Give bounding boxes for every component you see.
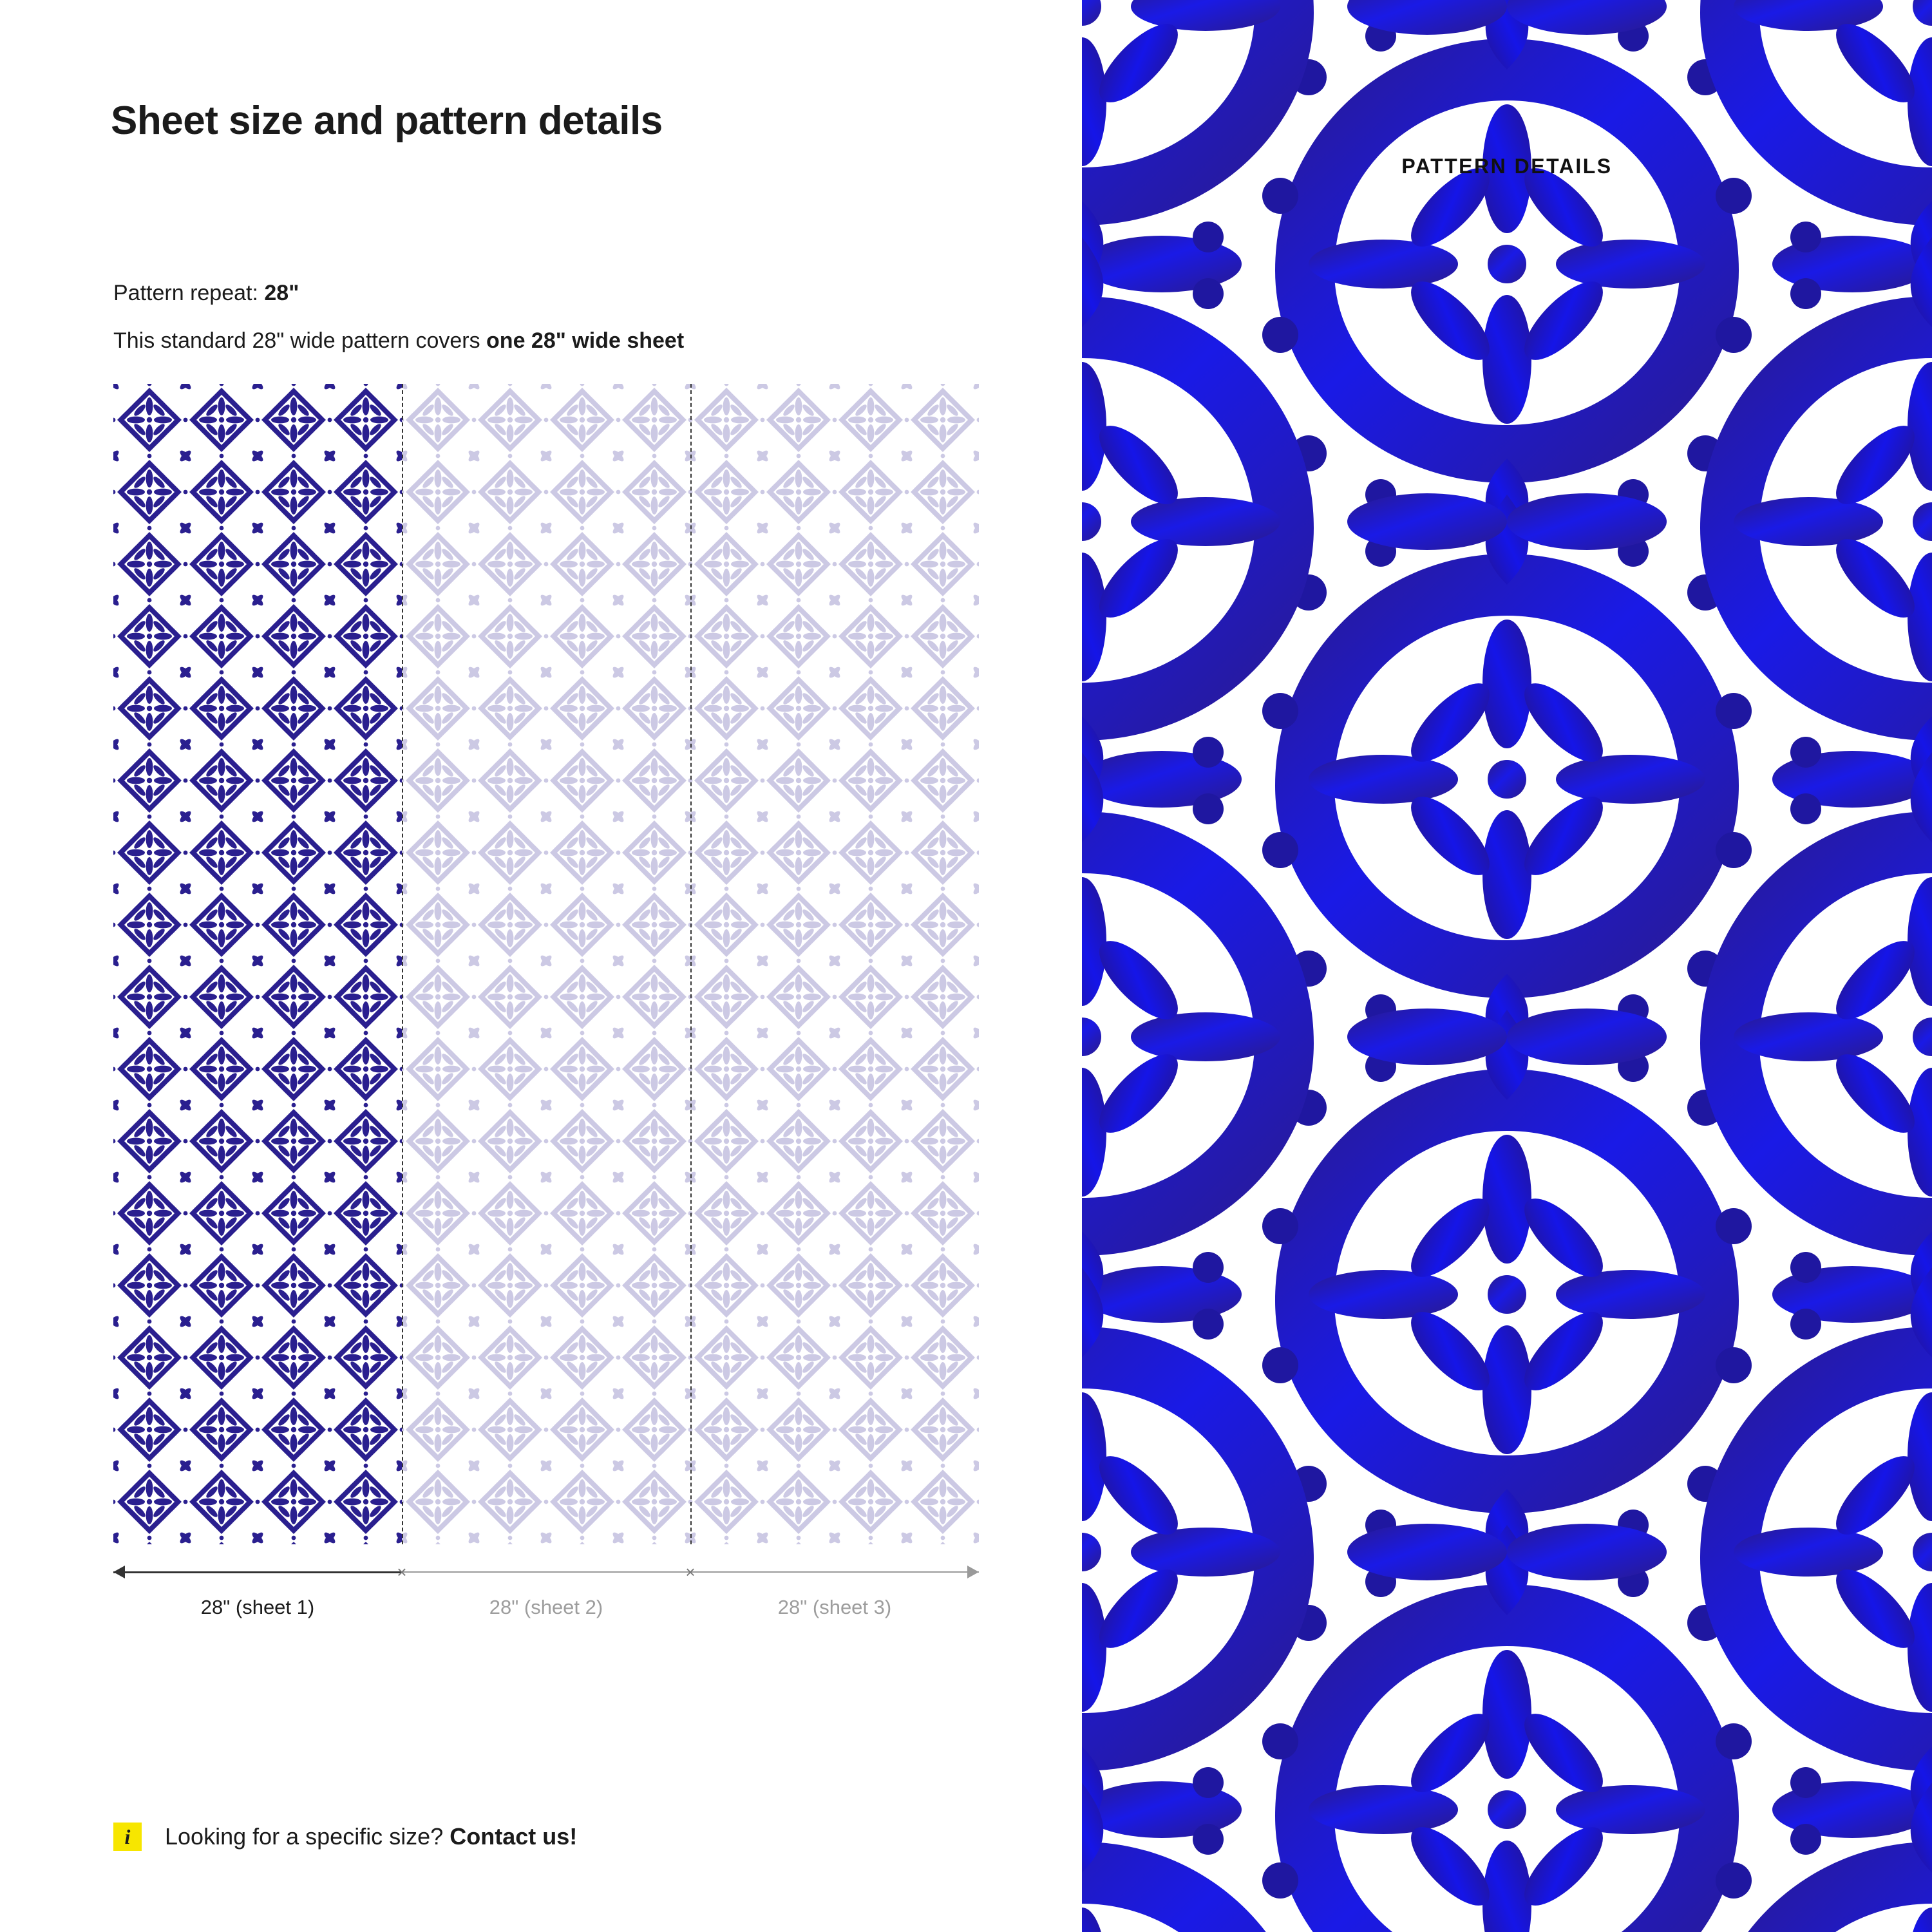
pattern-repeat-value: 28" <box>264 281 299 305</box>
ruler-arrow-right-icon <box>967 1566 979 1578</box>
ruler-label-sheet-2: 28" (sheet 2) <box>489 1596 603 1618</box>
sheet-divider-1 <box>402 384 403 1544</box>
coverage-value: one 28" wide sheet <box>486 328 685 353</box>
contact-us-link[interactable]: Contact us! <box>450 1823 578 1850</box>
pattern-swatch <box>113 384 979 1544</box>
ruler-tick-1-icon: × <box>397 1562 407 1582</box>
contact-footer-text <box>165 1823 577 1850</box>
pattern-details-label: PATTERN DETAILS <box>1401 155 1613 178</box>
ruler-label-sheet-3: 28" (sheet 3) <box>777 1596 892 1618</box>
sheet-preview <box>113 384 979 1544</box>
ruler-label-sheet-1: 28" (sheet 1) <box>200 1596 315 1618</box>
page-title: Sheet size and pattern details <box>111 99 663 143</box>
sheet-divider-2 <box>690 384 692 1544</box>
pattern-detail-panel <box>1082 0 1932 1932</box>
info-icon: i <box>113 1823 142 1851</box>
ruler-tick-2-icon: × <box>685 1562 696 1582</box>
ruler-line-sheet1 <box>113 1571 402 1573</box>
pattern-repeat-label: Pattern repeat: <box>113 281 258 305</box>
pattern-detail-artwork <box>1082 0 1932 1932</box>
contact-footer[interactable] <box>113 1823 577 1851</box>
ruler-labels <box>113 1596 979 1628</box>
measurement-ruler <box>113 1564 979 1580</box>
coverage-line <box>113 328 684 354</box>
coverage-prefix: This standard 28" wide pattern covers <box>113 328 487 353</box>
pattern-repeat-line <box>113 281 299 306</box>
ruler-arrow-left-icon <box>113 1566 125 1578</box>
contact-footer-prefix: Looking for a specific size? <box>165 1823 450 1850</box>
